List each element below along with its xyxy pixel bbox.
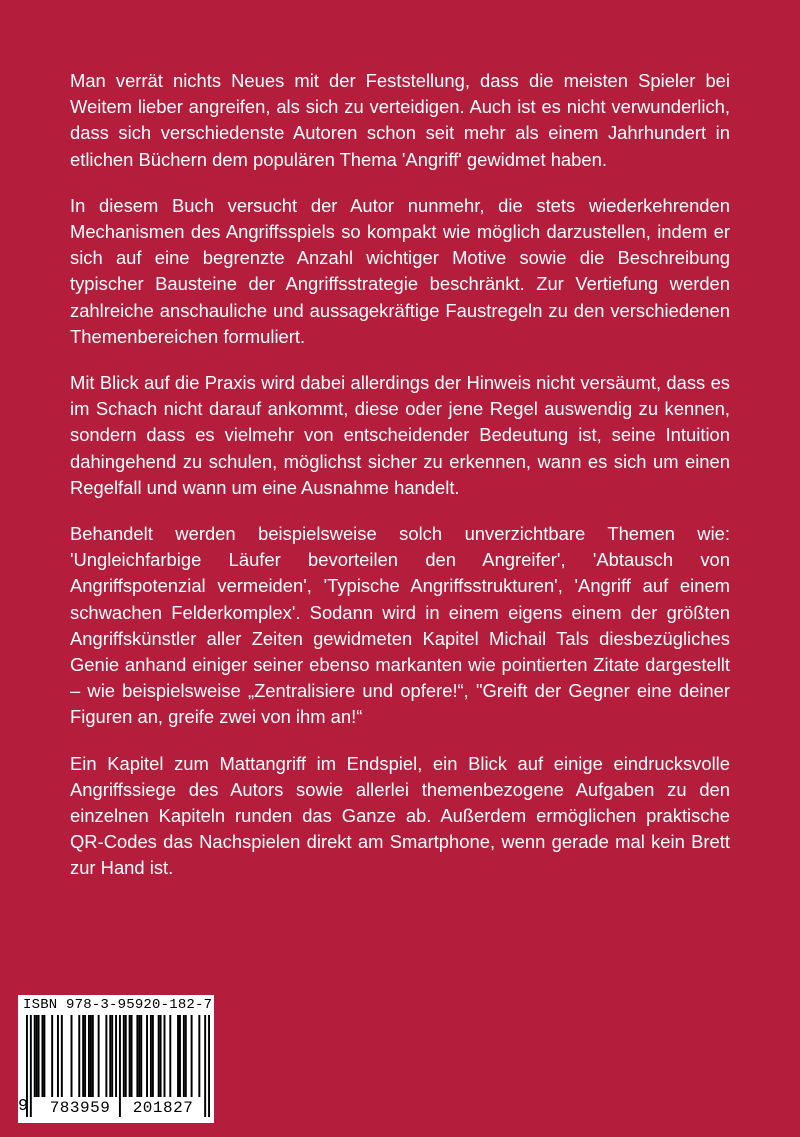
blurb-paragraph-4: Behandelt werden beispielsweise solch unverzichtbare Themen wie: 'Ungleichfarbige Läufer bevorteilen den Angreifer', 'Abtausch von Angriffspotenzial vermeiden', 'Typische Angriffsstrukturen', 'Angriff auf einem schwachen Felderkomplex'. Sodann wird in einem eigens einem der größten Angriffskünstler aller Zeiten gewidmeten Kapitel Michail Tals diesbezügliches Genie anhand einiger seiner ebenso markanten wie pointierten Zitate dargestellt – wie beispielsweise „Zentralisiere und opfere!“, "Greift der Gegner eine deiner Figuren an, greife zwei von ihm an!“ [70,523,730,728]
barcode-bar [119,1015,121,1117]
barcode-bar [179,1015,181,1097]
barcode-bar [71,1015,73,1097]
ean-first-digit: 9 [18,1097,29,1116]
barcode-bar [150,1015,152,1097]
barcode-bar [164,1015,166,1097]
barcode-bar [41,1015,43,1097]
barcode-bar [88,1015,90,1097]
barcode-bar [61,1015,63,1097]
ean-left-digits: 783959 [42,1097,118,1119]
barcode-bar [30,1015,32,1117]
barcode-bar [146,1015,148,1097]
barcode-bar [38,1015,40,1097]
barcode-bar [105,1015,107,1097]
barcode-bar [140,1015,142,1097]
barcode-bar [169,1015,171,1097]
barcode-bar [36,1015,38,1097]
back-cover-blurb [70,68,730,902]
barcode-bar [138,1015,140,1097]
barcode-bar [90,1015,92,1097]
barcode-bar [84,1015,86,1097]
barcode-bar [136,1015,138,1097]
barcode-bar [82,1015,84,1097]
barcode-bar [177,1015,179,1097]
barcode-bar [57,1015,59,1097]
barcode-bar [160,1015,162,1097]
barcode-bar [208,1015,210,1117]
blurb-paragraph-5: Ein Kapitel zum Mattangriff im Endspiel, ein Blick auf einige eindrucksvolle Angriffssiege des Autors sowie allerlei themenbezogene Aufgaben zu den einzelnen Kapiteln runden das Ganze ab. Außerdem ermöglichen praktische QR-Codes das Nachspielen direkt am Smartphone, wenn gerade mal kein Brett zur Hand ist. [70,752,730,879]
barcode-bar [185,1015,187,1097]
barcode-bar [131,1015,133,1097]
barcode-bar [123,1015,125,1097]
barcode-bar [109,1015,111,1097]
barcode-bar [111,1015,113,1097]
barcode-bar [158,1015,160,1097]
barcode-bar [204,1015,206,1117]
barcode-bar [191,1015,193,1097]
ean-right-digits: 201827 [124,1097,202,1119]
barcode-bar [183,1015,185,1097]
barcode-bar [92,1015,94,1097]
isbn-label: ISBN 978-3-95920-182-7 [23,997,213,1013]
barcode-bar [125,1015,127,1097]
blurb-paragraph-3: Mit Blick auf die Praxis wird dabei allerdings der Hinweis nicht versäumt, dass es im Schach nicht darauf ankommt, diese oder jene Regel auswendig zu kennen, sondern dass es vielmehr von entscheidender Bedeutung ist, seine Intuition dahingehend zu schulen, möglichst sicher zu erkennen, wann es sich um einen Regelfall und wann um eine Ausnahme handelt. [70,372,730,498]
barcode-bar [152,1015,154,1097]
barcode-bar [198,1015,200,1097]
barcode-bar [98,1015,100,1097]
barcode-bar [51,1015,53,1097]
barcode-bar [34,1015,36,1097]
blurb-paragraph-1: Man verrät nichts Neues mit der Feststellung, dass die meisten Spieler bei Weitem lieber angreifen, als sich zu verteidigen. Auch ist es nicht verwunderlich, dass sich verschiedenste Autoren schon seit mehr als einem Jahrhundert in etlichen Büchern dem populären Thema 'Angriff' gewidmet haben. [70,70,730,170]
barcode-bar [78,1015,80,1097]
barcode-bar [129,1015,131,1097]
blurb-paragraph-2: In diesem Buch versucht der Autor nunmehr, die stets wiederkehrenden Mechanismen des Angriffsspiels so kompakt wie möglich darzustellen, indem er sich auf eine begrenzte Anzahl wichtiger Motive sowie die Beschreibung typischer Bausteine der Angriffsstrategie beschränkt. Zur Vertiefung werden zahlreiche anschauliche und aussagekräftige Faustregeln zu den verschiedenen Themenbereichen formuliert. [70,194,730,347]
isbn-barcode [18,995,214,1123]
barcode-bar [43,1015,45,1097]
